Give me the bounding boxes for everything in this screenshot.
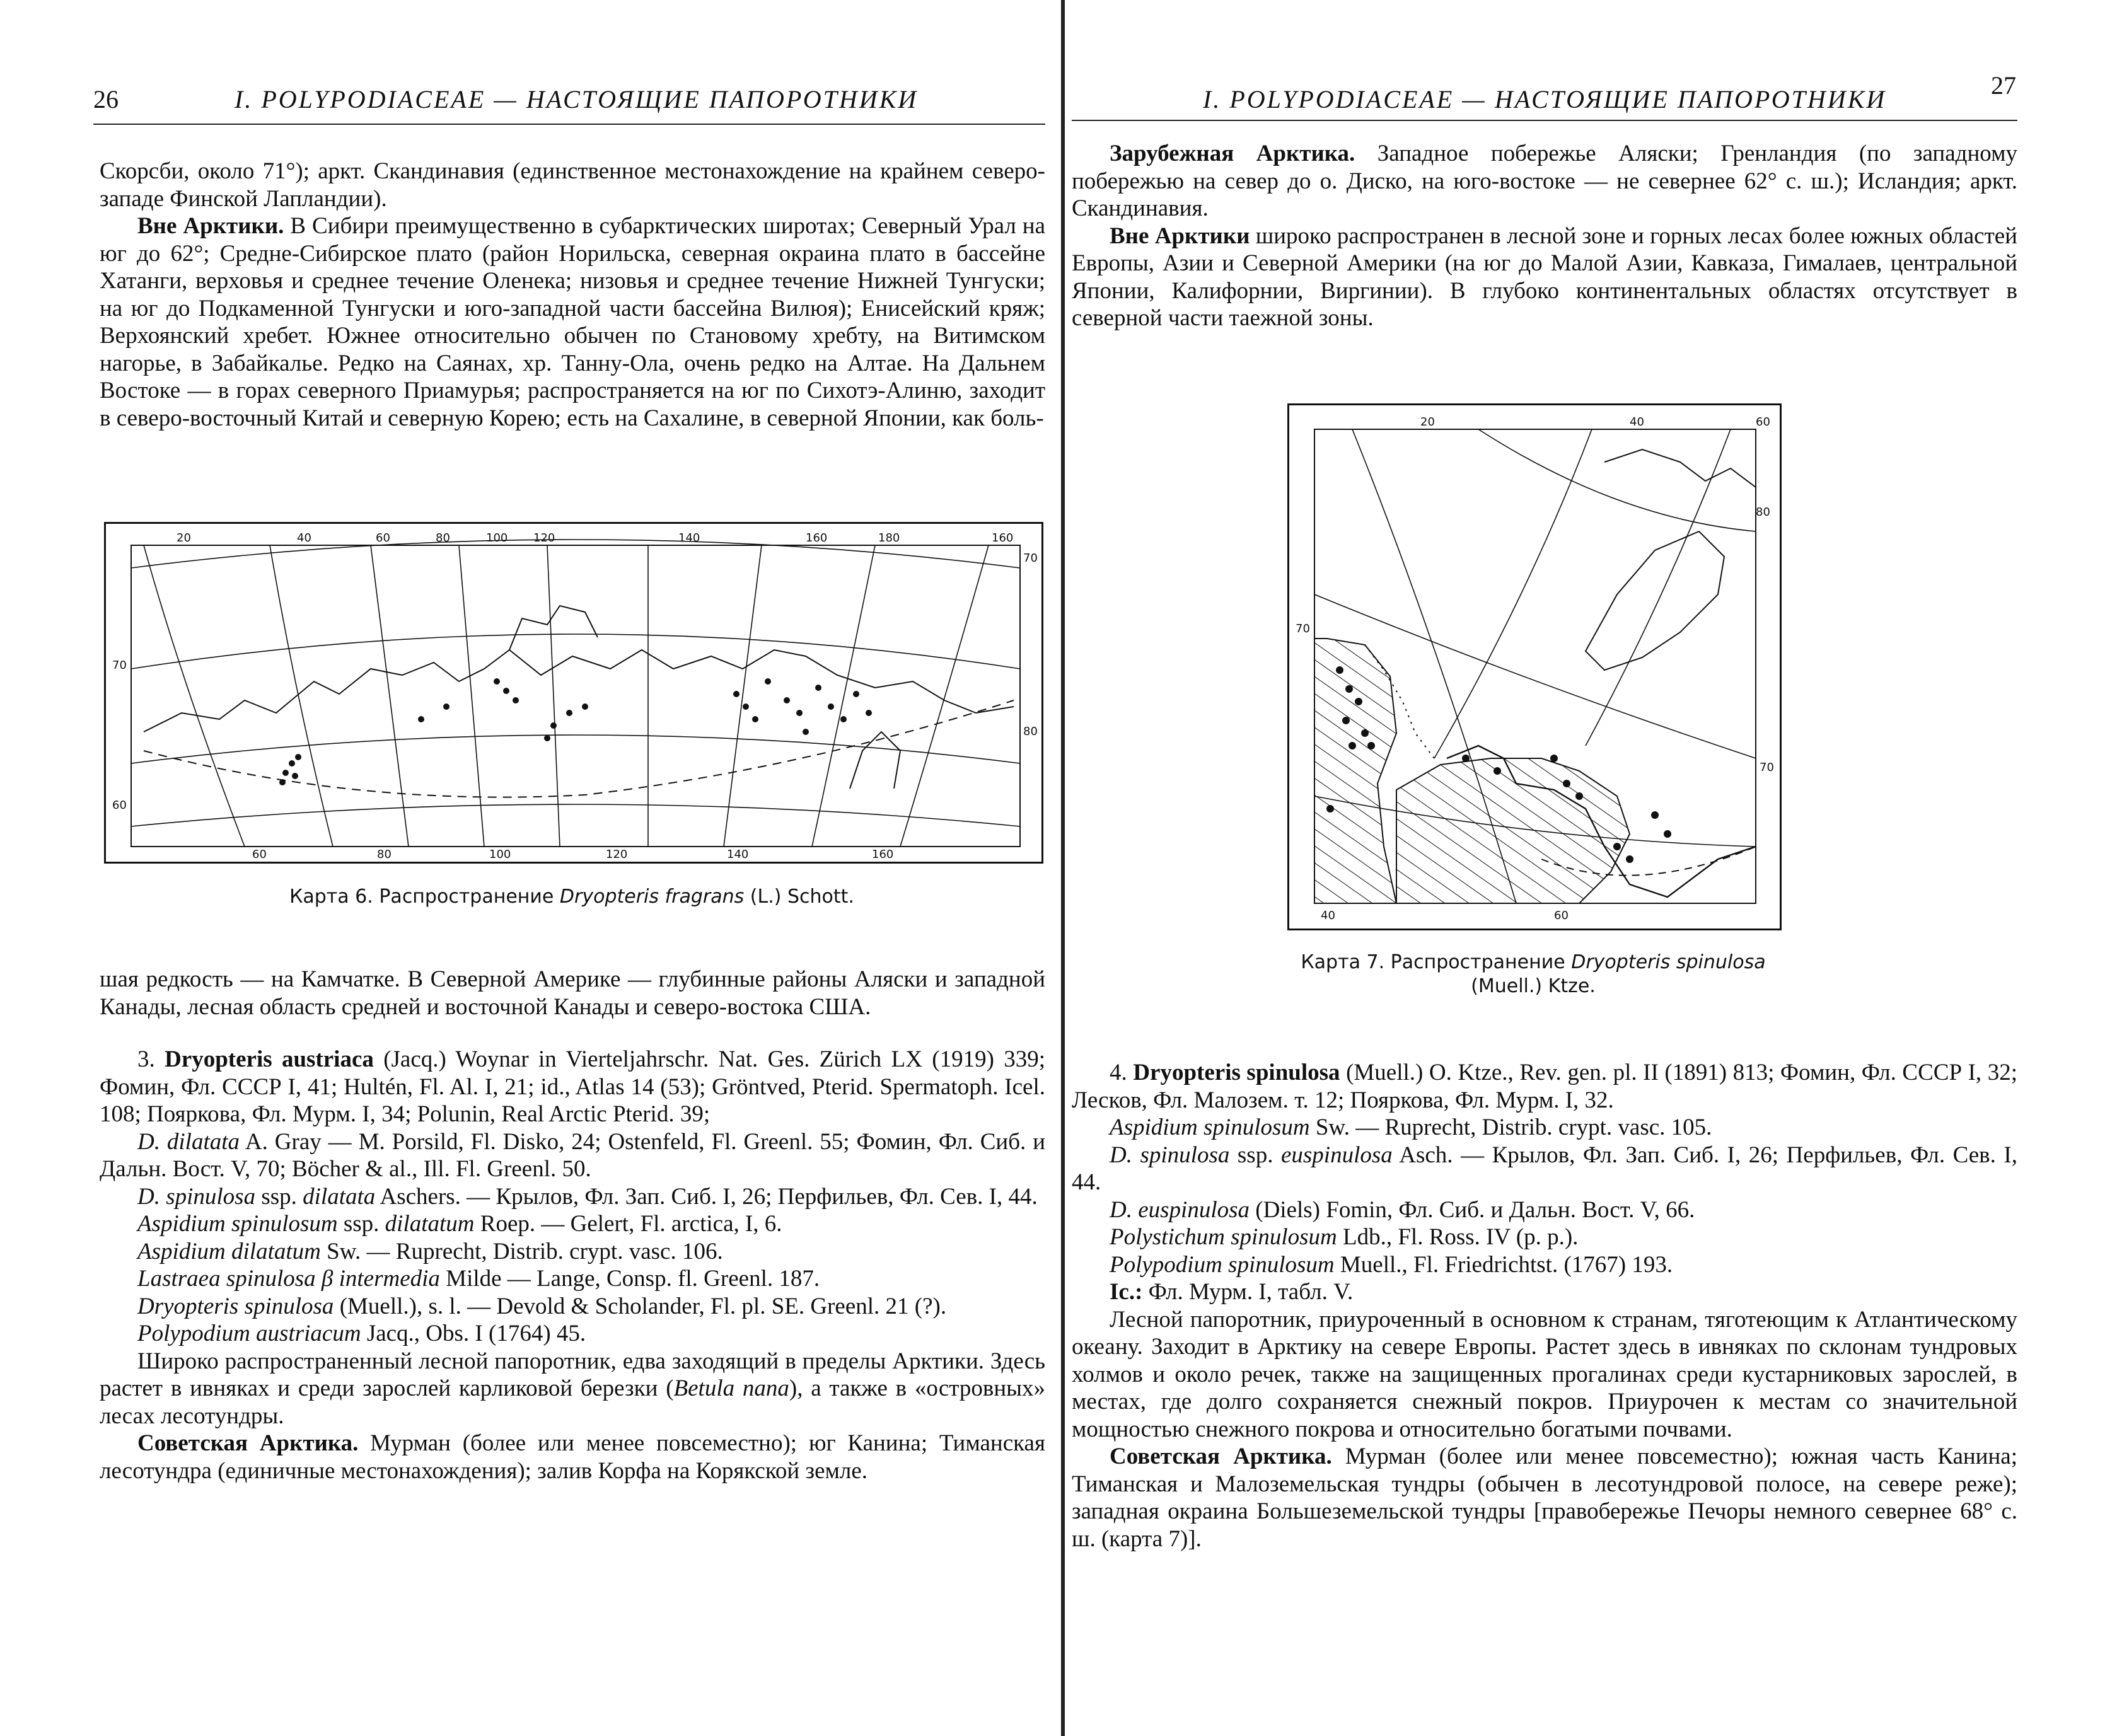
page-gutter: [1061, 0, 1065, 1736]
description-end: ), а также в «островных» лесах лесотундры.: [100, 1375, 1046, 1429]
map6-top-tick: 60: [376, 531, 390, 545]
map6-top-tick: 40: [297, 531, 311, 545]
synonym-rest: Muell., Fl. Friedrichtst. (1767) 193.: [1334, 1251, 1673, 1278]
map6-left-tick: 70: [112, 659, 127, 672]
species4-icones: [1072, 1278, 2017, 1306]
map7-top-tick: 20: [1420, 415, 1435, 429]
species3-citation: (Jacq.) Woynar in Vierteljahrschr. Nat. Ges. Zürich LX (1919) 339; Фомин, Фл. СССР I, 41; Hultén, Fl. Al. I, 21; id., Atlas 14 (53); Gröntved, Pterid. Spermatoph. Icel. 108; Пояркова, Фл. Мурм. I, 34; Polunin, Real Arctic Pterid. 39;: [100, 1046, 1045, 1127]
map6-top-tick: 80: [436, 531, 450, 545]
species3-synonym: [100, 1265, 1045, 1293]
map6-bottom-tick: 120: [606, 848, 628, 861]
synonym-italic: D. spinulosa: [1110, 1142, 1230, 1168]
left-top-text: [100, 158, 1045, 432]
synonym-italic: Aspidium spinulosum: [1110, 1114, 1310, 1140]
right-page-number: 27: [1991, 71, 2016, 100]
map6-bottom-tick: 80: [377, 848, 392, 861]
synonym-italic: D. euspinulosa: [1110, 1196, 1250, 1223]
synonym-rest: (Muell.), s. l. — Devold & Scholander, Fl. pl. SE. Greenl. 21 (?).: [334, 1293, 947, 1319]
map-6: [104, 522, 1043, 864]
map6-caption-prefix: Карта 6. Распространение: [289, 886, 560, 908]
description-text: Широко распространенный лесной папоротник, едва заходящий в пределы Арктики. Здесь растет в ивняках и среди зарослей карликовой березки (: [100, 1348, 1045, 1401]
species3-number: 3.: [137, 1046, 155, 1072]
map7-bottom-tick: 40: [1321, 909, 1335, 922]
synonym-rest: Sw. — Ruprecht, Distrib. crypt. vasc. 105.: [1309, 1114, 1712, 1140]
synonym-italic: Aspidium dilatatum: [137, 1238, 321, 1264]
left-para1: Скорсби, около 71°); аркт. Скандинавия (единственное местонахождение на крайнем северо-западе Финской Лапландии).: [100, 158, 1045, 212]
map6-right-tick: 70: [1023, 552, 1038, 565]
synonym-rest: A. Gray — M. Porsild, Fl. Disko, 24; Ostenfeld, Fl. Greenl. 55; Фомин, Фл. Сиб. и Дальн. Вост. V, 70; Böcher & al., Ill. Fl. Greenl. 50.: [100, 1128, 1045, 1182]
left-header-rule: [93, 124, 1045, 125]
synonym-italic: euspinulosa: [1280, 1142, 1393, 1168]
map7-right-tick: 70: [1760, 761, 1774, 774]
right-para2: [1072, 223, 2017, 332]
synonym-italic: Polypodium austriacum: [137, 1321, 361, 1346]
map7-caption-line1: [1250, 951, 1817, 975]
synonym-rest: Sw. — Ruprecht, Distrib. crypt. vasc. 106.: [320, 1238, 723, 1264]
synonym-rest: Roep. — Gelert, Fl. arctica, I, 6.: [474, 1211, 782, 1237]
species4-synonym: [1072, 1251, 2017, 1279]
left-header: [0, 81, 1059, 119]
left-page-number: 26: [93, 85, 119, 113]
species3-synonym: [100, 1238, 1045, 1266]
right-para1: [1072, 140, 2017, 223]
synonym-mid: ssp.: [1229, 1142, 1281, 1168]
synonym-italic: Polypodium spinulosum: [1110, 1251, 1335, 1278]
right-para1-body: Западное побережье Аляски; Гренландия (по западному побережью на север до о. Диско, на юго-востоке — не севернее 62° с. ш.); Исландия; аркт. Скандинавия.: [1072, 141, 2017, 221]
left-running-title: I. POLYPODIACEAE — НАСТОЯЩИЕ ПАПОРОТНИКИ: [235, 85, 919, 113]
map7-bottom-tick: 60: [1554, 909, 1569, 922]
soviet-arctic-head: Советская Арктика.: [137, 1430, 359, 1456]
map6-top-tick: 160: [992, 531, 1014, 545]
map7-caption-prefix: Карта 7. Распространение: [1301, 951, 1572, 973]
map6-bottom-tick: 160: [872, 848, 894, 861]
synonym-italic: Polystichum spinulosum: [1110, 1224, 1337, 1250]
species4-synonym: [1072, 1142, 2017, 1196]
synonym-rest: Jacq., Obs. I (1764) 45.: [361, 1321, 586, 1346]
soviet-arctic-body: Мурман (более или менее повсеместно); юг Канина; Тиманская лесотундра (единичные местонахождения); залив Корфа на Корякской земле.: [100, 1430, 1045, 1484]
soviet-arctic-head: Советская Арктика.: [1110, 1444, 1332, 1469]
species-3-entry: [100, 1046, 1045, 1128]
left-para3: шая редкость — на Камчатке. В Северной Америке — глубинные районы Аляски и западной Канады, лесная область средней и восточной Канады и северо-востока США.: [100, 966, 1045, 1020]
map-7-caption: [1250, 951, 1817, 998]
map7-top-tick: 40: [1630, 415, 1644, 429]
map7-caption-species: Dryopteris spinulosa: [1571, 951, 1766, 973]
map6-bottom-tick: 100: [489, 848, 511, 861]
left-para2-head: Вне Арктики.: [137, 213, 284, 239]
right-top-text: [1072, 140, 2017, 332]
map7-top-tick: 60: [1756, 415, 1770, 429]
synonym-italic: D. spinulosa: [137, 1183, 256, 1210]
map-7: [1287, 403, 1782, 930]
left-para2: [100, 212, 1045, 432]
right-para2-body: широко распространен в лесной зоне и горных лесах более южных областей Европы, Азии и Северной Америки (на юг до Малой Азии, Кавказа, Гималаев, центральной Японии, Калифорнии, Виргинии). В глубоко континентальных областях отсутствует в северной части таежной зоны.: [1072, 223, 2017, 331]
map6-top-tick: 180: [878, 531, 900, 545]
map6-bottom-tick: 140: [727, 848, 749, 861]
species-4-entry: [1072, 1059, 2017, 1114]
species4-citation: (Muell.) O. Ktze., Rev. gen. pl. II (1891) 813; Фомин, Фл. СССР I, 32; Лесков, Фл. Малозем. т. 12; Пояркова, Фл. Мурм. I, 32.: [1072, 1060, 2018, 1113]
species4-synonym: [1072, 1224, 2017, 1251]
species3-synonym: [100, 1320, 1045, 1348]
species3-name: Dryopteris austriaca: [165, 1046, 374, 1072]
synonym-rest: Aschers. — Крылов, Фл. Зап. Сиб. I, 26; Перфильев, Фл. Сев. I, 44.: [375, 1183, 1038, 1210]
description-italic: Betula nana: [673, 1375, 789, 1401]
map6-left-tick: 60: [112, 799, 127, 812]
map7-left-tick: 70: [1296, 622, 1310, 635]
species3-synonym: [100, 1210, 1045, 1238]
right-running-title: I. POLYPODIACEAE — НАСТОЯЩИЕ ПАПОРОТНИКИ: [1203, 85, 1887, 113]
right-bottom-text: [1072, 1059, 2017, 1553]
soviet-arctic-body: Мурман (более или менее повсеместно); южная часть Канина; Тиманская и Малоземельская тундры (обычен в лесотундровой полосе, на севере реже); западная окраина Большеземельской тундры [правобережье Печоры немного севернее 68° с. ш. (карта 7)].: [1072, 1444, 2017, 1552]
synonym-rest: Asch. — Крылов, Фл. Зап. Сиб. I, 26; Перфильев, Фл. Сев. I, 44.: [1072, 1142, 2017, 1195]
map7-right-tick: 80: [1756, 506, 1770, 519]
right-para2-head: Вне Арктики: [1110, 223, 1250, 249]
species4-soviet-arctic: [1072, 1443, 2017, 1553]
map6-top-tick: 20: [177, 531, 191, 545]
map6-top-tick: 120: [533, 531, 555, 545]
species3-soviet-arctic: [100, 1430, 1045, 1484]
right-header-rule: [1072, 120, 2017, 121]
species3-synonym: [100, 1128, 1045, 1183]
left-para2-body: В Сибири преимущественно в субарктических широтах; Северный Урал на юг до 62°; Средне-Сибирское плато (район Норильска, северная окраина плато в бассейне Хатанги, верховья и среднее течение Оленека; низовья и среднее течение Нижней Тунгуски; на юг до Подкаменной Тунгуски и юго-западной части бассейна Вилюя); Енисейский кряж; Верхоянский хребет. Южнее относительно обычен по Становому хребту, на Витимском нагорье, в Забайкалье. Редко на Саянах, хр. Танну-Ола, очень редко на Алтае. На Дальнем Востоке — в горах северного Приамурья; распространяется на юг по Сихотэ-Алиню, заходит в северо-восточный Китай и северную Корею; есть на Сахалине, в северной Японии, как боль-: [100, 213, 1045, 431]
icones-body: Фл. Мурм. I, табл. V.: [1142, 1279, 1354, 1305]
map6-bottom-tick: 60: [252, 848, 267, 861]
right-page: [1072, 0, 2117, 1736]
map6-top-tick: 140: [678, 531, 700, 545]
map-6-drawing: [106, 524, 1041, 862]
icones-head: Ic.:: [1110, 1279, 1143, 1305]
species3-synonym: [100, 1293, 1045, 1321]
left-bottom-text: [100, 966, 1045, 1484]
right-para1-head: Зарубежная Арктика.: [1110, 141, 1355, 166]
right-header: [1072, 71, 2117, 119]
map6-right-tick: 80: [1023, 725, 1038, 738]
species3-synonym: [100, 1183, 1045, 1211]
map6-top-tick: 160: [806, 531, 828, 545]
map6-caption-species: Dryopteris fragrans: [559, 886, 745, 908]
map-7-drawing: [1289, 405, 1780, 929]
synonym-italic: Aspidium spinulosum: [137, 1211, 338, 1237]
synonym-italic: dilatatum: [385, 1211, 475, 1237]
species4-name: Dryopteris spinulosa: [1133, 1060, 1340, 1085]
synonym-rest: Milde — Lange, Consp. fl. Greenl. 187.: [439, 1266, 820, 1292]
synonym-mid: ssp.: [255, 1183, 303, 1210]
map7-caption-line2: (Muell.) Ktze.: [1471, 975, 1596, 997]
synonym-italic: Lastraea spinulosa β intermedia: [137, 1266, 440, 1292]
synonym-rest: (Diels) Fomin, Фл. Сиб. и Дальн. Вост. V, 66.: [1250, 1196, 1695, 1223]
synonym-italic: D. dilatata: [137, 1128, 240, 1155]
species4-synonym: [1072, 1114, 2017, 1142]
synonym-rest: Ldb., Fl. Ross. IV (p. p.).: [1337, 1224, 1579, 1250]
synonym-italic: dilatata: [303, 1183, 376, 1210]
synonym-mid: ssp.: [337, 1211, 385, 1237]
species4-description: Лесной папоротник, приуроченный в основном к странам, тяготеющим к Атлантическому океану. Заходит в Арктику на севере Европы. Растет здесь в ивняках по склонам тундровых холмов и около речек, также на защищенных прогалинах среди кустарниковых зарослей, в местах, где долго сохраняется снежный покров. Приурочен к местам со значительной мощностью снежного покрова и относительно богатыми почвами.: [1072, 1306, 2017, 1442]
species3-description: [100, 1348, 1045, 1430]
species4-number: 4.: [1110, 1060, 1127, 1085]
species4-synonym: [1072, 1196, 2017, 1224]
map6-caption-author: (L.) Schott.: [744, 886, 854, 908]
map-6-caption: [104, 885, 1040, 909]
synonym-italic: Dryopteris spinulosa: [137, 1293, 334, 1319]
map6-top-tick: 100: [486, 531, 508, 545]
